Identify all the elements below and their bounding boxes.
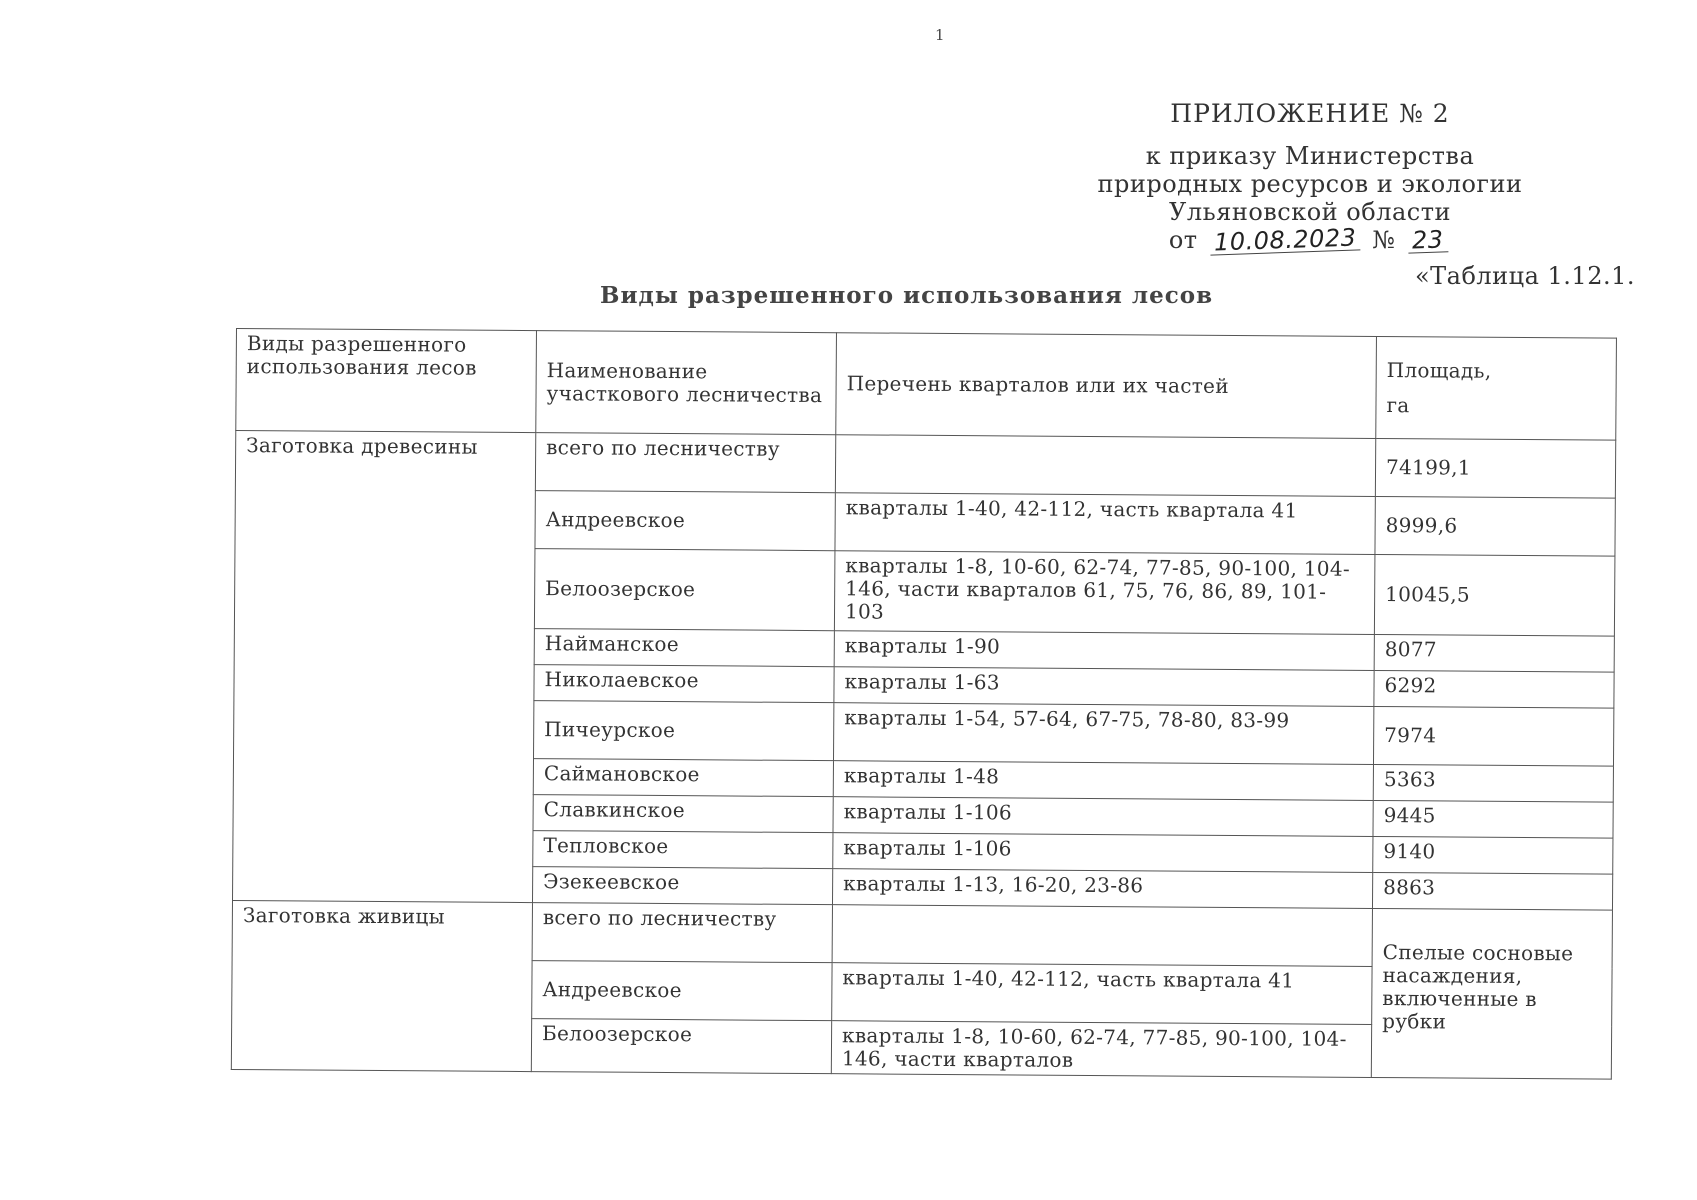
page-number: 1 — [935, 26, 945, 44]
header-area-unit: га — [1386, 392, 1410, 417]
quarters-cell — [835, 435, 1375, 497]
area-cell: 8999,6 — [1375, 496, 1615, 556]
header-forestry: Наименование участкового лесничества — [536, 331, 837, 435]
header-quarters: Перечень кварталов или их частей — [836, 333, 1377, 439]
area-cell: 8077 — [1374, 634, 1614, 672]
area-cell: 9140 — [1373, 836, 1613, 874]
quarters-cell: кварталы 1-106 — [833, 833, 1373, 873]
forestry-cell: Белоозерское — [534, 549, 835, 631]
table-row — [232, 900, 1612, 968]
quarters-cell: кварталы 1-40, 42-112, часть квартала 41 — [832, 963, 1372, 1025]
forestry-cell: Белоозерское — [531, 1019, 831, 1074]
use-type-cell: Заготовка древесины — [233, 431, 536, 903]
header-use-type: Виды разрешенного использования лесов — [236, 329, 537, 433]
appendix-line-1: к приказу Министерства — [1145, 142, 1475, 170]
forestry-cell: Николаевское — [534, 665, 834, 703]
date-prefix: от — [1168, 226, 1198, 254]
appendix-line-3: Ульяновской области — [1169, 198, 1451, 226]
appendix-title: ПРИЛОЖЕНИЕ № 2 — [1170, 99, 1450, 128]
quarters-cell: кварталы 1-40, 42-112, часть квартала 41 — [835, 493, 1375, 555]
forestry-cell: Пичеурское — [534, 701, 834, 761]
area-cell: 9445 — [1373, 800, 1613, 838]
quarters-cell: кварталы 1-8, 10-60, 62-74, 77-85, 90-100, 104-146, части кварталов — [831, 1021, 1371, 1078]
header-area — [1376, 336, 1617, 440]
quarters-cell: кварталы 1-106 — [833, 797, 1373, 837]
area-cell: 10045,5 — [1374, 554, 1615, 636]
quarters-cell: кварталы 1-8, 10-60, 62-74, 77-85, 90-100, 104-146, части кварталов 61, 75, 76, 86, 89, 101-103 — [834, 551, 1375, 635]
table-container — [231, 328, 1617, 1080]
area-cell: 8863 — [1372, 872, 1612, 910]
quarters-cell: кварталы 1-13, 16-20, 23-86 — [832, 869, 1372, 909]
forestry-cell: Андреевское — [535, 491, 835, 551]
table-header-row — [236, 329, 1617, 441]
forestry-cell: Славкинское — [533, 795, 833, 833]
number-prefix: № — [1372, 226, 1396, 254]
area-cell: 5363 — [1373, 764, 1613, 802]
appendix-line-2: природных ресурсов и экологии — [1097, 170, 1523, 198]
quarters-cell: кварталы 1-90 — [834, 631, 1374, 671]
area-cell: 6292 — [1374, 670, 1614, 708]
forestry-cell: всего по лесничеству — [532, 903, 832, 963]
handwritten-number: 23 — [1407, 227, 1447, 253]
table-title: Виды разрешенного использования лесов — [600, 282, 1214, 309]
area-cell: 7974 — [1373, 706, 1613, 766]
appendix-header — [1030, 99, 1590, 257]
area-note-cell: Спелые сосновые насаждения, включенные в рубки — [1371, 908, 1612, 1079]
order-date-line — [1030, 223, 1590, 257]
quarters-cell — [832, 905, 1372, 967]
use-type-cell: Заготовка живицы — [231, 900, 532, 1071]
forestry-cell: Найманское — [534, 629, 834, 667]
quarters-cell: кварталы 1-63 — [834, 667, 1374, 707]
quarters-cell: кварталы 1-48 — [833, 761, 1373, 801]
quarters-cell: кварталы 1-54, 57-64, 67-75, 78-80, 83-99 — [833, 703, 1373, 765]
forestry-cell: Андреевское — [532, 961, 832, 1021]
forestry-cell: всего по лесничеству — [535, 433, 835, 493]
area-cell: 74199,1 — [1375, 438, 1615, 498]
forestry-cell: Саймановское — [533, 759, 833, 797]
forest-use-table — [231, 328, 1617, 1080]
handwritten-date: 10.08.2023 — [1209, 225, 1360, 255]
forestry-cell: Тепловское — [533, 831, 833, 869]
forestry-cell: Эзекеевское — [532, 867, 832, 905]
table-row — [235, 431, 1615, 499]
table-number: «Таблица 1.12.1. — [1414, 262, 1635, 290]
header-area-label: Площадь, — [1386, 357, 1492, 383]
